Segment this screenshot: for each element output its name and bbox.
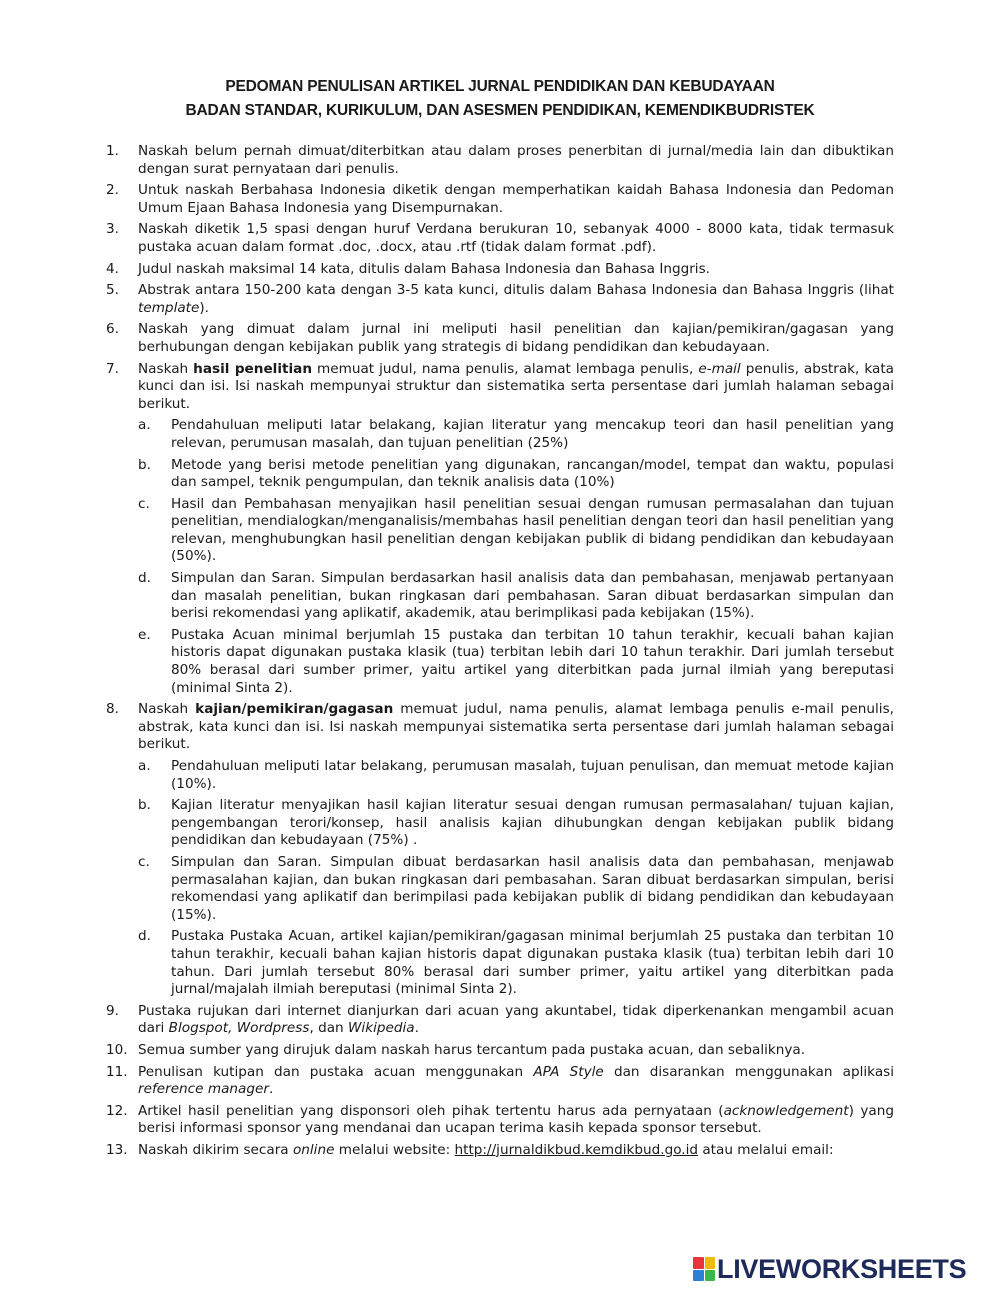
item-text: Naskah yang dimuat dalam jurnal ini meliputi hasil penelitian dan kajian/pemikiran/gagasan yang berhubungan dengan kebijakan publik yang strategis di bidang pendidikan dan kebudayaan. <box>138 321 894 355</box>
item-italic: reference manager <box>138 1081 269 1098</box>
item-italic: Wikipedia <box>347 1020 415 1037</box>
item-text: Naskah belum pernah dimuat/diterbitkan atau dalam proses penerbitan di jurnal/media lain dan dibuktikan dengan surat pernyataan dari penulis. <box>138 143 894 177</box>
sublist-item <box>138 417 894 452</box>
item-italic: online <box>292 1141 335 1158</box>
list-item <box>106 143 894 178</box>
liveworksheets-icon <box>693 1257 715 1281</box>
sublist-item <box>138 854 894 924</box>
list-item <box>106 261 894 279</box>
item-text: melalui website: <box>334 1141 455 1158</box>
item-number: 2. <box>106 182 119 199</box>
item-text: Judul naskah maksimal 14 kata, ditulis dalam Bahasa Indonesia dan Bahasa Inggris. <box>138 260 710 277</box>
sub-letter: b. <box>138 456 151 473</box>
item-number: 6. <box>106 321 119 338</box>
sub-letter: d. <box>138 570 151 587</box>
list-item <box>106 1142 894 1160</box>
website-link[interactable]: http://jurnaldikbud.kemdikbud.go.id <box>454 1141 699 1158</box>
item-bold: kajian/pemikiran/gagasan <box>195 701 394 718</box>
guideline-list <box>106 143 894 1163</box>
item-text: ) yang berisi informasi sponsor yang mendanai dan ucapan terima kasih kepada sponsor tersebut. <box>138 1102 894 1137</box>
item-text: dan disarankan menggunakan aplikasi <box>603 1063 895 1080</box>
item-text: ). <box>199 299 209 316</box>
item-italic: Blogspot, Wordpress <box>168 1020 310 1037</box>
sub-text: Simpulan dan Saran. Simpulan berdasarkan hasil analisis data dan pembahasan, menjawab pertanyaan dan masalah penelitian, bukan ringkasan dari pembahasan. Saran dibuat berdasarkan simpulan dan berisi rekomendasi yang aplikatif, akademik, atau berimplikasi pada kebijakan (15%). <box>171 570 894 622</box>
item-text: Naskah <box>138 360 194 377</box>
list-item <box>106 1103 894 1138</box>
item-text: penulis, abstrak, kata kunci dan isi. Isi naskah mempunyai struktur dan sistematika serta persentase dari jumlah halaman sebagai berikut. <box>138 360 894 412</box>
item-number: 8. <box>106 701 119 718</box>
sublist-item <box>138 928 894 998</box>
sub-letter: c. <box>138 495 150 512</box>
item-text: . <box>268 1081 274 1098</box>
item-number: 5. <box>106 282 119 299</box>
item-bold: hasil penelitian <box>193 360 312 377</box>
item-text: Semua sumber yang dirujuk dalam naskah harus tercantum pada pustaka acuan, dan sebaliknya. <box>138 1041 806 1058</box>
sublist-item <box>138 570 894 623</box>
list-item <box>106 182 894 217</box>
item-number: 10. <box>106 1041 128 1058</box>
item-number: 12. <box>106 1102 128 1119</box>
item-text: Artikel hasil penelitian yang disponsori oleh pihak tertentu harus ada pernyataan ( <box>138 1102 724 1119</box>
item-text: memuat judul, nama penulis, alamat lembaga penulis, <box>312 360 699 377</box>
item-text: Naskah dikirim secara <box>138 1141 293 1158</box>
list-item <box>106 361 894 698</box>
sublist-item <box>138 457 894 492</box>
list-item <box>106 1064 894 1099</box>
item-number: 1. <box>106 143 119 159</box>
sublist-item <box>138 627 894 697</box>
item-text: Naskah <box>138 701 196 718</box>
item-text: Pustaka rujukan dari internet dianjurkan dari acuan yang akuntabel, tidak diperkenankan mengambil acuan dari <box>138 1002 894 1037</box>
item-number: 11. <box>106 1063 128 1080</box>
sublist-item <box>138 797 894 850</box>
item-text: atau melalui email: <box>698 1141 834 1158</box>
sub-text: Simpulan dan Saran. Simpulan dibuat berdasarkan hasil analisis data dan pembahasan, menjawab permasalahan kajian, dan bukan ringkasan dari pembasahan. Saran dibuat berdasarkan simpulan, berisi rekomendasi yang aplikatif dan berimpilasi pada kebijakan publik di bidang pendidikan dan kebudayaan (15%). <box>171 853 894 923</box>
list-item <box>106 221 894 256</box>
item-text: Naskah diketik 1,5 spasi dengan huruf Verdana berukuran 10, sebanyak 4000 - 8000 kata, tidak termasuk pustaka acuan dalam format .doc, .docx, atau .rtf (tidak dalam format .pdf). <box>138 221 894 255</box>
item-italic: template <box>138 299 200 316</box>
sub-text: Kajian literatur menyajikan hasil kajian literatur sesuai dengan rumusan permasalahan/ tujuan kajian, pengembangan terori/konsep, hasil analisis kajian dihubungkan dengan kebijakan publik bidang pendidikan dan kebudayaan (75%) . <box>171 797 894 849</box>
item-italic: e-mail <box>698 360 741 377</box>
sublist-item <box>138 758 894 793</box>
sub-text: Metode yang berisi metode penelitian yang digunakan, rancangan/model, tempat dan waktu, populasi dan sampel, teknik pengumpulan, dan teknik analisis data (10%) <box>171 456 894 491</box>
item-italic: APA Style <box>533 1063 604 1080</box>
sub-text: Pustaka Acuan minimal berjumlah 15 pustaka dan terbitan 10 tahun terakhir, kecuali bahan kajian historis dapat digunakan pustaka klasik (tua) terbitan lebih dari 10 tahun terakhir. Dari jumlah tersebut 80% berasal dari sumber primer, yaitu artikel yang diterbitkan pada jurnal ilmiah yang bereputasi (minimal Sinta 2). <box>171 626 894 696</box>
sublist-study <box>138 758 894 999</box>
item-number: 4. <box>106 260 119 277</box>
page-subtitle: BADAN STANDAR, KURIKULUM, DAN ASESMEN PENDIDIKAN, KEMENDIKBUDRISTEK <box>185 102 815 119</box>
sub-letter: a. <box>138 417 151 434</box>
list-item <box>106 701 894 999</box>
sub-letter: e. <box>138 626 151 643</box>
item-italic: acknowledgement <box>723 1102 849 1119</box>
item-number: 9. <box>106 1002 119 1019</box>
sub-text: Hasil dan Pembahasan menyajikan hasil penelitian sesuai dengan rumusan permasalahan dan tujuan penelitian, mendialogkan/menganalisis/membahas hasil penelitian dengan teori dan hasil penelitian yang relevan, menghubungkan hasil penelitian dengan kebijakan publik di bidang pendidikan dan kebudayaan (50%). <box>171 495 894 565</box>
item-number: 3. <box>106 221 119 238</box>
sublist-item <box>138 496 894 566</box>
list-item <box>106 1042 894 1060</box>
list-item <box>106 1003 894 1038</box>
item-text: Penulisan kutipan dan pustaka acuan menggunakan <box>138 1063 534 1080</box>
sub-letter: c. <box>138 853 150 870</box>
sub-letter: b. <box>138 797 151 814</box>
item-number: 7. <box>106 360 119 377</box>
liveworksheets-logo[interactable] <box>693 1255 966 1283</box>
sub-letter: d. <box>138 928 151 945</box>
item-text: Abstrak antara 150-200 kata dengan 3-5 kata kunci, ditulis dalam Bahasa Indonesia dan Bahasa Inggris (lihat <box>138 282 894 299</box>
sub-text: Pendahuluan meliputi latar belakang, kajian literatur yang mencakup teori dan hasil penelitian yang relevan, perumusan masalah, dan tujuan penelitian (25%) <box>171 417 894 451</box>
item-text: , dan <box>309 1020 348 1037</box>
item-text: memuat judul, nama penulis, alamat lembaga penulis e-mail penulis, abstrak, kata kunci dan isi. Isi naskah mempunyai sistematika serta persentase dari jumlah halaman sebagai berikut. <box>138 701 894 753</box>
sublist-research <box>138 417 894 697</box>
logo-text: LIVEWORKSHEETS <box>717 1253 967 1284</box>
sub-text: Pustaka Pustaka Acuan, artikel kajian/pemikiran/gagasan minimal berjumlah 25 pustaka dan terbitan 10 tahun terakhir, kecuali bahan kajian historis dapat digunakan pustaka klasik (tua) terbitan lebih dari 10 tahun. Dari jumlah tersebut 80% berasal dari sumber primer, yaitu artikel yang diterbitkan pada jurnal/majalah ilmiah bereputasi (minimal Sinta 2). <box>171 928 894 998</box>
list-item <box>106 321 894 356</box>
sub-text: Pendahuluan meliputi latar belakang, perumusan masalah, tujuan penulisan, dan memuat metode kajian (10%). <box>171 758 894 792</box>
item-text: Untuk naskah Berbahasa Indonesia diketik dengan memperhatikan kaidah Bahasa Indonesia dan Pedoman Umum Ejaan Bahasa Indonesia yang Disempurnakan. <box>138 182 894 216</box>
sub-letter: a. <box>138 758 151 774</box>
page-title: PEDOMAN PENULISAN ARTIKEL JURNAL PENDIDIKAN DAN KEBUDAYAAN <box>225 78 775 95</box>
item-text: . <box>414 1020 419 1037</box>
list-item <box>106 282 894 317</box>
item-number: 13. <box>106 1141 128 1158</box>
